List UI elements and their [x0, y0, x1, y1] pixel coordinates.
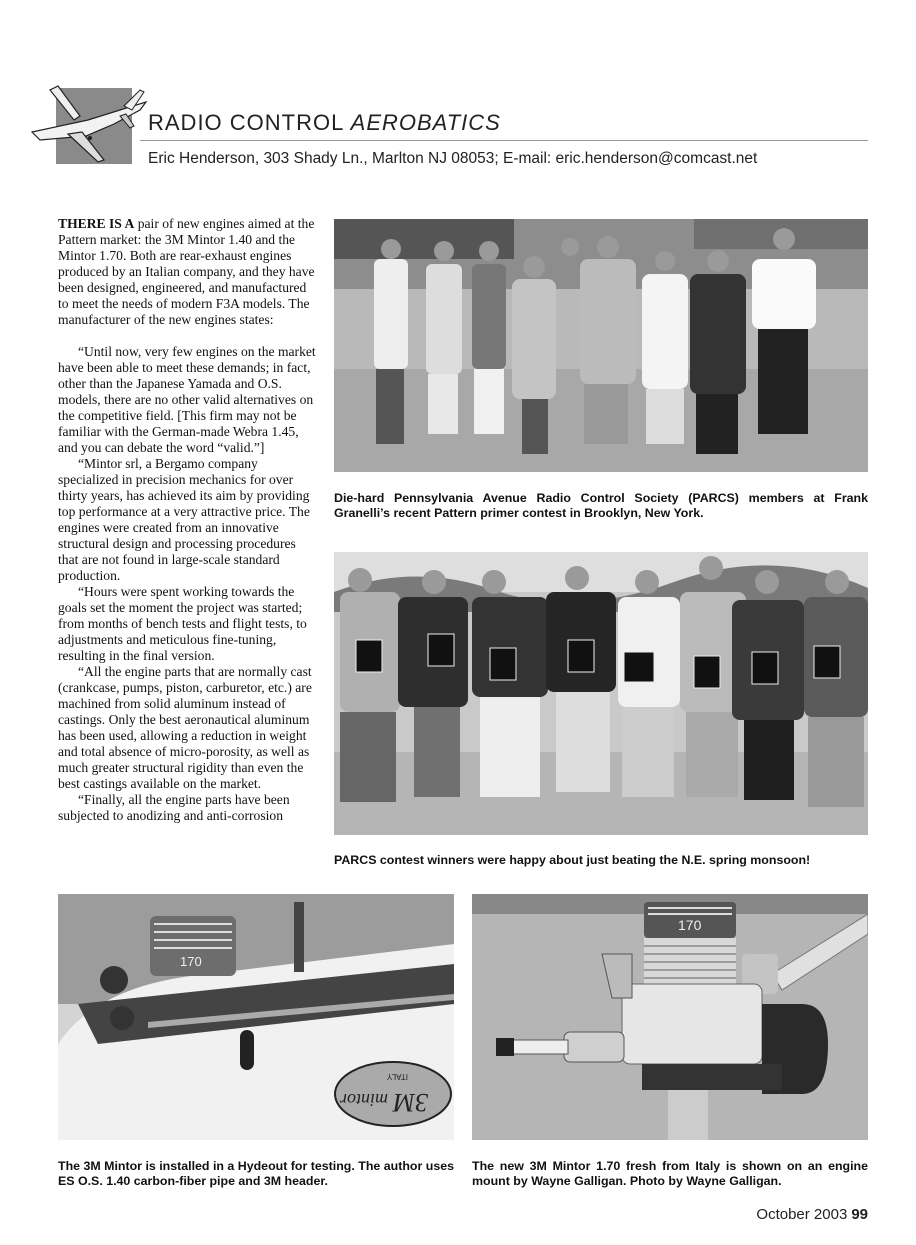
winners-photo — [334, 552, 868, 835]
section-title-plain: RADIO CONTROL — [148, 110, 344, 135]
paragraph-1-text: pair of new engines aimed at the Pattern market: the 3M Mintor 1.40 and the Mintor 1.70. Both are rear-exhaust engines produced by an Italian company, and they have been designed, engineered, and manufactured to meet the needs of modern F3A models. The manufacturer of the new engines states: — [58, 216, 315, 327]
engine-head-marking: 170 — [180, 954, 202, 969]
decal-brand: mintor — [339, 1090, 388, 1110]
lead-in: THERE IS A — [58, 216, 135, 231]
page-number: 99 — [851, 1206, 868, 1223]
decal-3m: 3M — [393, 1088, 428, 1117]
group-photo-caption: Die-hard Pennsylvania Avenue Radio Control Society (PARCS) members at Frank Granelli’s recent Pattern primer contest in Brooklyn, New York. — [334, 491, 868, 520]
paragraph-3: “Mintor srl, a Bergamo company specialized in precision mechanics for over thirty years, has achieved its aim by providing top performance at a very attractive price. The engines were created from an innovative structural design and processing procedures that are not found in large-scale standard production. — [58, 456, 310, 583]
paragraph-6: “Finally, all the engine parts have been subjected to anodizing and anti-corrosion — [58, 792, 290, 823]
section-title-italic: AEROBATICS — [350, 110, 501, 135]
paragraph-1 — [58, 216, 316, 328]
article-body — [58, 216, 316, 824]
engine-installed-photo — [58, 894, 454, 1140]
engine-170-marking: 170 — [678, 917, 702, 933]
paragraph-5: “All the engine parts that are normally cast (crankcase, pumps, piston, carburetor, etc.) are machined from solid aluminum instead of castings. Only the best aeronautical aluminum has been used, allowing a reduction in weight and total absence of micro-porosity, as well as much greater structural rigidity than even the best castings available on the market. — [58, 664, 312, 791]
issue-date: October 2003 — [756, 1206, 848, 1223]
section-title — [148, 110, 501, 136]
group-photo — [334, 219, 868, 472]
decal-origin: ITALY — [386, 1072, 408, 1081]
airplane-logo-icon — [28, 80, 150, 166]
paragraph-2: “Until now, very few engines on the market have been able to meet these demands; in fact, other than the Japanese Yamada and O.S. models, there are no other valid alternatives on the competitive field. [This firm may not be familiar with the German-made Webra 1.45, and you can debate the word “valid.”] — [58, 344, 316, 455]
engine-mount-photo — [472, 894, 868, 1140]
header-rule — [140, 140, 868, 141]
engine-mount-caption: The new 3M Mintor 1.70 fresh from Italy is shown on an engine mount by Wayne Galligan. Photo by Wayne Galligan. — [472, 1159, 868, 1188]
engine-installed-caption: The 3M Mintor is installed in a Hydeout for testing. The author uses ES O.S. 1.40 carbon-fiber pipe and 3M header. — [58, 1159, 454, 1188]
page-folio — [756, 1206, 868, 1223]
winners-photo-caption: PARCS contest winners were happy about just beating the N.E. spring monsoon! — [334, 853, 811, 867]
paragraph-4: “Hours were spent working towards the goals set the moment the project was started; from months of bench tests and flight tests, to adjustments and meticulous fine-tuning, resulting in the final version. — [58, 584, 307, 663]
author-byline: Eric Henderson, 303 Shady Ln., Marlton NJ 08053; E-mail: eric.henderson@comcast.net — [148, 150, 758, 167]
